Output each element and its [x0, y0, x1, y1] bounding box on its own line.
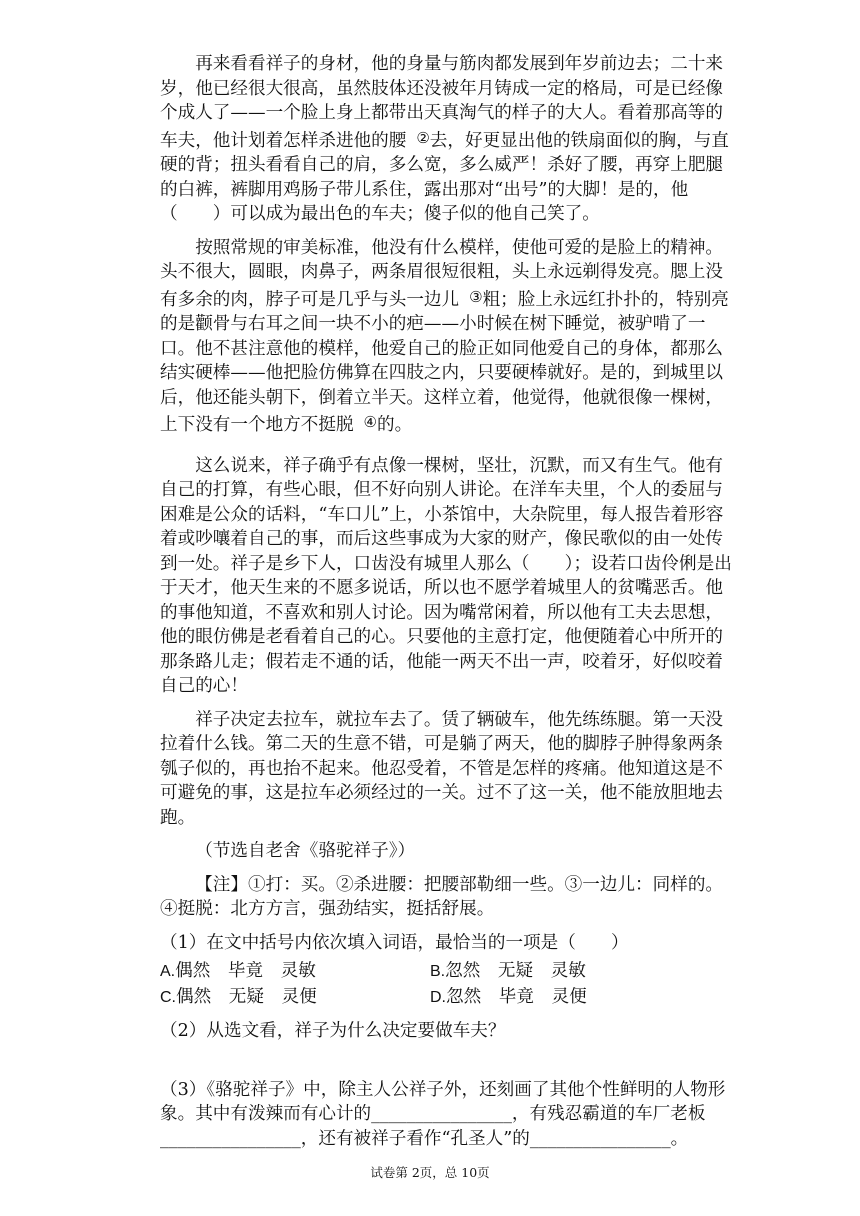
annotation-note: 【注】①打：买。②杀进腰：把腰部勒细一些。③一边儿：同样的。④挺脱：北方方言，强劲结实，挺括舒展。 — [160, 874, 724, 919]
paragraph-2-text-a: 按照常规的审美标准，他没有什么模样，使他可爱的是脸上的精神。头不很大，圆眼，肉鼻子，两条眉很短很粗，头上永远剃得发亮。腮上没有多余的肉，脖子可是几乎与头一边儿 — [160, 237, 724, 310]
question-1-stem: （1）在文中括号内依次填入词语，最恰当的一项是（ ） — [160, 932, 629, 953]
option-a-text: 偶然 毕竟 灵敏 — [175, 961, 316, 981]
footnote-marker-2: ② — [416, 128, 430, 147]
source-citation: （节选自老舍《骆驼祥子》） — [195, 841, 416, 861]
paragraph-1 — [160, 52, 740, 227]
question-3 — [160, 1078, 740, 1152]
paragraph-2-text-c: 的。 — [377, 415, 413, 435]
paragraph-3: 这么说来，祥子确乎有点像一棵树，坚壮，沉默，而又有生气。他有自己的打算，有些心眼，但不好向别人讲论。在洋车夫里，个人的委屈与困难是公众的话料，“车口儿”上，小茶馆中，大杂院里，每人报告着形容着或吵嚷着自己的事，而后这些事成为大家的财产，像民歌似的由一处传到一处。祥子是乡下人，口齿没有城里人那么（ ）；设若口齿伶俐是出于天才，他天生来的不愿多说话，所以也不愿学着城里人的贫嘴恶舌。他的事他知道，不喜欢和别人讨论。因为嘴常闲着，所以他有工夫去思想，他的眼仿佛是老看着自己的心。只要他的主意打定，他便随着心中所开的那条路儿走；假若走不通的话，他能一两天不出一声，咬着牙，好似咬着自己的心！ — [160, 455, 732, 696]
answer-blank-2[interactable]: ________________ — [160, 1128, 301, 1149]
paragraph-2-text-b: 粗；脸上永远红扑扑的，特别亮的是颧骨与右耳之间一块不小的疤——小时候在树下睡觉，被驴啃了一口。他不甚注意他的模样，他爱自己的脸正如同他爱自己的身体，都那么结实硬棒——他把脸仿佛算在四肢之内，只要硬棒就好。是的，到城里以后，他还能头朝下，倒着立半天。这样立着，他觉得，他就很像一棵树，上下没有一个地方不挺脱 — [160, 289, 729, 435]
question-1-options-row-2 — [160, 985, 740, 1011]
paragraph-4: 祥子决定去拉车，就拉车去了。赁了辆破车，他先练练腿。第一天没拉着什么钱。第二天的生意不错，可是躺了两天，他的脚脖子肿得象两条瓠子似的，再也抬不起来。他忍受着，不管是怎样的疼痛。他知道这是不可避免的事，这是拉车必须经过的一关。过不了这一关，他不能放胆地去跑。 — [160, 709, 724, 828]
option-b-label: B. — [430, 963, 446, 980]
question-1-options-row-1 — [160, 959, 740, 985]
paragraph-1-text-b: 去，好更显出他的铁扇面似的胸，与直硬的背；扭头看看自己的肩，多么宽，多么威严！杀好了腰，再穿上肥腿的白裤，裤脚用鸡肠子带儿系住，露出那对“出号”的大脚！是的，他（ ）可以成为最出色的车夫；傻子似的他自己笑了。 — [160, 130, 729, 224]
question-2: （2）从选文看，祥子为什么决定要做车夫？ — [160, 1021, 506, 1041]
answer-space — [160, 1044, 740, 1078]
exam-page — [160, 52, 740, 1151]
question-3-text-b: ，有残忍霸道的车厂老板 — [511, 1104, 706, 1124]
option-d-text: 忽然 毕竟 灵便 — [446, 986, 587, 1007]
paragraph-1-text-a: 再来看看祥子的身材，他的身量与筋肉都发展到年岁前边去；二十来岁，他已经很大很高，虽然肢体还没被年月铸成一定的格局，可是已经像个成人了——一个脸上身上都带出天真淘气的样子的大人。看着那高等的车夫，他计划着怎样杀进他的腰 — [160, 54, 724, 151]
answer-blank-1[interactable]: ________________ — [371, 1104, 512, 1124]
option-d[interactable] — [430, 985, 700, 1011]
option-a-label: A. — [160, 963, 176, 980]
footnote-marker-4: ④ — [363, 413, 377, 431]
option-b-text: 忽然 无疑 灵敏 — [445, 961, 586, 981]
footnote-marker-3: ③ — [469, 287, 483, 306]
question-3-text-d: 。 — [670, 1128, 689, 1149]
option-c-text: 偶然 无疑 灵便 — [176, 986, 317, 1007]
option-a[interactable] — [160, 959, 430, 985]
question-3-text-a: （3）《骆驼祥子》中，除主人公祥子外，还刻画了其他个性鲜明的人物形象。其中有泼辣而有心计的 — [160, 1079, 726, 1124]
option-c[interactable] — [160, 985, 430, 1011]
page-footer: 试卷第 2页，总 10页 — [370, 1165, 490, 1180]
option-d-label: D. — [430, 988, 446, 1006]
paragraph-2 — [160, 236, 740, 438]
question-3-text-c: ，还有被祥子看作“孔圣人”的 — [300, 1128, 530, 1149]
option-c-label: C. — [160, 988, 176, 1006]
answer-blank-3[interactable]: ________________ — [529, 1128, 671, 1149]
option-b[interactable] — [430, 959, 700, 985]
